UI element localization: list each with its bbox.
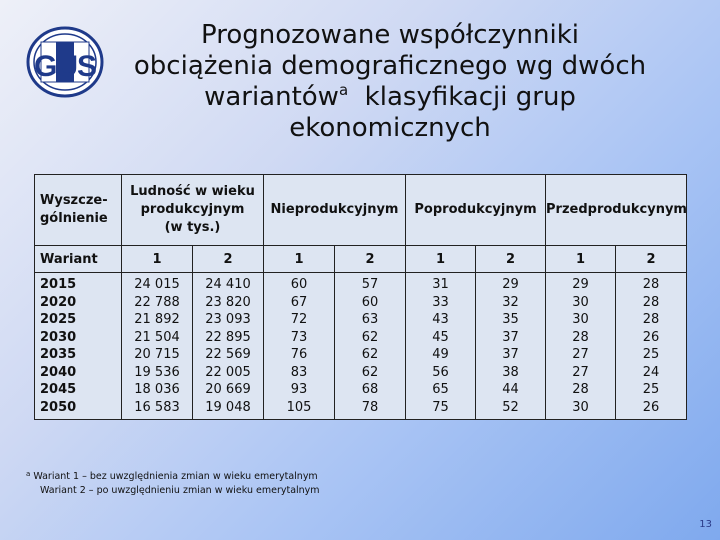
value-cell: 29 [572,277,589,292]
values-column-nieprod-2 [335,273,406,420]
value-cell: 22 569 [205,347,251,362]
variant-row [35,246,687,273]
value-cell: 38 [502,364,519,380]
value-cell: 24 410 [205,277,251,292]
value-cell: 23 093 [205,312,251,327]
value-cell: 60 [290,277,308,292]
year-label: 2020 [40,294,77,310]
value-cell: 62 [361,329,379,345]
value-cell: 73 [290,329,308,345]
value-cell: 26 [642,399,660,415]
value-cell: 28 [642,312,660,327]
header-ludnosc-line1: Ludność w wieku [130,184,255,199]
value-cell: 49 [432,347,449,362]
footnote-line-1 [26,470,320,484]
variant-cell: 1 [122,246,193,273]
year-label: 2050 [40,399,77,415]
value-cell: 60 [361,294,379,310]
value-cell: 28 [642,294,660,310]
data-body-row [35,273,687,420]
value-cell: 16 583 [134,399,180,415]
title-line-3 [110,82,670,113]
title-line-3-b: klasyfikacji grup [348,82,576,112]
values-column-poprod-2 [476,273,546,420]
values-column-przedprod-2 [616,273,687,420]
header-ludnosc-line3: (w tys.) [164,220,221,235]
variant-cell: 2 [476,246,546,273]
value-cell: 30 [572,312,589,327]
title-line-3-a: wariantów [204,82,339,112]
value-cell: 19 536 [134,364,180,380]
values-column-ludnosc-2 [193,273,264,420]
value-cell: 76 [290,347,308,362]
value-cell: 93 [290,382,308,397]
value-cell: 20 669 [205,382,251,397]
value-cell: 21 504 [134,329,180,345]
year-label: 2040 [40,364,77,380]
years-column [35,273,122,420]
value-cell: 29 [502,277,519,292]
value-cell: 28 [642,277,660,292]
value-cell: 18 036 [134,382,180,397]
value-cell: 72 [290,312,308,327]
values-column-przedprod-1 [546,273,616,420]
header-nieprodukcyjnym: Nieprodukcyjnym [264,175,406,246]
value-cell: 75 [432,399,449,415]
header-przedprodukcyjnym: Przedprodukcynym [546,175,687,246]
variant-cell: 2 [335,246,406,273]
year-label: 2015 [40,277,77,292]
value-cell: 57 [361,277,379,292]
header-ludnosc-line2: produkcyjnym [140,202,245,217]
variant-cell: 1 [546,246,616,273]
year-label: 2025 [40,312,77,327]
value-cell: 62 [361,364,379,380]
value-cell: 30 [572,399,589,415]
value-cell: 78 [361,399,379,415]
value-cell: 68 [361,382,379,397]
header-first-line2: gólnienie [40,211,108,226]
value-cell: 23 820 [205,294,251,310]
value-cell: 24 [642,364,660,380]
value-cell: 105 [286,399,312,415]
value-cell: 25 [642,347,660,362]
value-cell: 63 [361,312,379,327]
variant-cell: 2 [193,246,264,273]
year-label: 2035 [40,347,77,362]
value-cell: 83 [290,364,308,380]
header-wyszczegolnienie [35,175,122,246]
value-cell: 67 [290,294,308,310]
value-cell: 62 [361,347,379,362]
value-cell: 20 715 [134,347,180,362]
value-cell: 27 [572,364,589,380]
gus-logo [26,26,104,98]
value-cell: 30 [572,294,589,310]
footnote-superscript: a [26,470,31,478]
value-cell: 52 [502,399,519,415]
values-column-nieprod-1 [264,273,335,420]
header-ludnosc [122,175,264,246]
value-cell: 65 [432,382,449,397]
value-cell: 25 [642,382,660,397]
year-label: 2030 [40,329,77,345]
logo-text: GUS [33,50,97,83]
value-cell: 27 [572,347,589,362]
value-cell: 28 [572,329,589,345]
value-cell: 43 [432,312,449,327]
footnote-text-1: Wariant 1 – bez uwzględnienia zmian w wieku emerytalnym [30,471,318,482]
variant-cell: 1 [406,246,476,273]
variant-label: Wariant [35,246,122,273]
year-label: 2045 [40,382,77,397]
value-cell: 44 [502,382,519,397]
value-cell: 24 015 [134,277,180,292]
value-cell: 22 005 [205,364,251,380]
title-superscript: a [338,81,349,99]
value-cell: 37 [502,329,519,345]
value-cell: 19 048 [205,399,251,415]
value-cell: 45 [432,329,449,345]
page-number: 13 [699,519,712,530]
slide-title [110,20,670,144]
variant-cell: 1 [264,246,335,273]
title-line-1: Prognozowane współczynniki [200,20,580,50]
value-cell: 22 895 [205,329,251,345]
header-first-line1: Wyszcze- [40,193,108,208]
data-table [34,174,687,420]
value-cell: 56 [432,364,449,380]
title-line-4: ekonomicznych [289,113,491,143]
variant-cell: 2 [616,246,687,273]
values-column-poprod-1 [406,273,476,420]
value-cell: 31 [432,277,449,292]
title-line-2: obciążenia demograficznego wg dwóch [133,51,647,81]
value-cell: 21 892 [134,312,180,327]
value-cell: 32 [502,294,519,310]
values-column-ludnosc-1 [122,273,193,420]
value-cell: 37 [502,347,519,362]
value-cell: 33 [432,294,449,310]
value-cell: 28 [572,382,589,397]
value-cell: 35 [502,312,519,327]
value-cell: 22 788 [134,294,180,310]
footnote-line-2: Wariant 2 – po uwzględnieniu zmian w wieku emerytalnym [40,485,320,496]
footnote [26,470,320,498]
value-cell: 26 [642,329,660,345]
header-poprodukcyjnym: Poprodukcyjnym [406,175,546,246]
